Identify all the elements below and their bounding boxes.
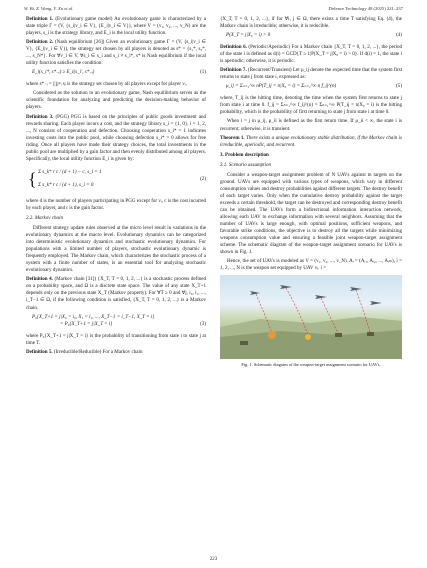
definition-text: (Markov chain [31]) {X_T, T = 0, 1, 2, ...} is a stochastic process defined on a probability space, and Ω is a discrete state space. The value of any state X_T+1 depends only on the previous state X_T (Markov property). For ∀T ≥ 0 and ∀j, i₀, i₁, ..., i_T−1 ∈ Ω, if the following condition is satisfied, {X_T, T = 0, 1, 2, ...} is a Markov chain.: [26, 276, 207, 311]
page-number: 223: [209, 557, 218, 562]
equation-number: (3): [200, 320, 206, 327]
theorem-label: Theorem 1.: [220, 134, 245, 141]
definition-7: [220, 67, 402, 81]
definition-label: Definition 6.: [220, 44, 247, 51]
paragraph: Consider a weapon-target assignment problem of N UAVs against m targets on the ground. UAVs are equipped with various types of weapons, which vary in different consumption values and destroy probabilities against different targets. The destroy benefit of each target varies. Only when the cumulative destroy probability against the target exceeds a certain threshold, the target can be destroyed and corresponding destroy benefit can be obtained. The UAVs form a bidirectional information interaction network, allowing each UAV to exchange information with several neighbors. Assuming that the number of UAVs is large enough, with optimal positions, sufficient weapons, and favorable strike conditions, the objective is to destroy all the targets while minimizing weapons consumption value and ensuring a feasible joint weapon-target assignment scheme. The schematic diagram of the weapon-target assignment scenario for UAVs is shown in Fig. 1.: [220, 171, 402, 256]
definition-2: [26, 39, 206, 67]
equation-number: (1): [200, 69, 206, 76]
paragraph: When i = j in μ_ij, μ_ii is defined as the first return time. If μ_ii < ∞, the state i is recurrent; otherwise, it is transient.: [220, 118, 402, 132]
left-column: [26, 16, 206, 358]
section-heading: 2.2. Markov chain: [26, 214, 64, 221]
definition-text: (Periodic/Aperiodic) For a Markov chain {X_T, T = 0, 1, 2, ...}, the period of the state i is defined as d(i) = GCD{T ≥ 1|P(X_T = j|X₀ = i) > 0}. If d(i) = 1, the state i is aperiodic; otherwise, it is periodic.: [220, 44, 403, 65]
paragraph: Considered as the solution to an evolutionary game, Nash equilibrium serves as the scientific foundation for analyzing and predicting the decision-making behavior of players.: [26, 90, 206, 111]
paragraph: where, T_ij is the hitting time, denoting the time when the system first returns to state j from state i at time 0. f_ij = Σₙ₌₁^∞ f_ij^(n) = Σₙ₌₁^∞ P(T_ij = n|X₀ = i) is the hitting probability, which is the probability of first returning to state j from state i at time 0.: [220, 95, 402, 116]
uav-group: [250, 285, 382, 305]
definition-4: [26, 276, 206, 311]
definition-text: (PGG) PGG is based on the principles of public goods investment and rewards sharing. Each player incurs a cost, and the strategy library s_i = {1, 0}, i = 1, 2, ..., N consists of cooperation and defection. Choosing cooperation s_i* = 1 indicates investing costs into the public pool, while choosing defection s_i* = 0 allows for free riding. Once all players have made their strategy choices, the total investments in the public pool are multiplied by a gain factor and then evenly distributed among all players. Specifically, the local utility function E_i is given by:: [26, 113, 206, 162]
equation-3: P₀{X_T+1 = j|X₀ = i₀, X₁ = i₁, ..., X_T−1 = i_T−1, X_T = i} = P₀{X_T+1 = j|X_T = i} (3): [32, 313, 206, 327]
theorem-text: There exists a unique evolutionary stable distribution, if the Markov chain is irreducible, aperiodic, and recurrent.: [220, 134, 402, 148]
target-vehicle-icon: [367, 332, 374, 336]
running-header: [24, 6, 403, 16]
figure-1-image: [220, 275, 402, 359]
equation-4: P(X_T = j|X₀ = i) > 0 (4): [226, 32, 402, 39]
definition-label: Definition 3.: [26, 113, 54, 120]
target-vehicle-icon: [240, 341, 248, 345]
definition-text: (Evolutionary game model) An evolutionary game is characterized by a state triple Γ = (V, {s_i|v_i ∈ V}, {E_i|v_i ∈ V}), where V = (v₁, v₂, ..., v_N) are the players, s_i is the strategy library, and E_i is the local utility function.: [26, 16, 207, 37]
brace-icon: {: [28, 168, 37, 189]
uav-scenario-illustration: [220, 275, 402, 359]
equation-number: (4): [396, 32, 402, 39]
paragraph: where d is the number of players participating in PGG except for vᵢ, c is the cost incurred by each player, and r is the gain factor.: [26, 197, 206, 211]
explosion-icon: [305, 334, 311, 340]
definition-label: Definition 7.: [220, 67, 247, 74]
equation-2: { Σ s_k* r c / (d + 1) − c, s_i = 1 Σ s_k* r c / (d + 1), s_i = 0 (2): [28, 168, 206, 189]
equation-5: μ_ij = Σₙ₌₁^∞ nP(T_ij = n|X₀ = i) = Σₙ₌₁^∞ n f_ij^(n) (5): [226, 83, 402, 90]
paragraph: where P₀{X_T+1 = j|X_T = i} is the probability of transitioning from state i to state j at time T.: [26, 332, 206, 346]
theorem-1: [220, 135, 402, 149]
equation-number: (2): [200, 175, 206, 182]
target-vehicle-icon: [335, 333, 342, 337]
definition-1: [26, 16, 206, 37]
definition-5: [26, 349, 206, 356]
definition-label: Definition 2.: [26, 39, 54, 46]
header-authors: W. Bi, Z. Wang, Y. Xu et al.: [24, 6, 74, 11]
paragraph: {X_T, T = 0, 1, 2, ...}, if for ∀i, j ∈ Ω, there exists a time T satisfying Eq. (4), the Markov chain is irreducible; otherwise, it is reducible.: [220, 16, 402, 30]
definition-label: Definition 1.: [26, 16, 54, 22]
definition-text: (Irreducible/Reducible) For a Markov chain: [53, 348, 143, 355]
section-heading: 3. Problem description: [220, 151, 269, 158]
subsection-heading: 3.1. Scenario assumption: [220, 161, 272, 168]
right-column: [220, 16, 402, 368]
definition-3: [26, 114, 206, 163]
definition-text: (Recurrent/Transient) Let μ_ij denote the expected time that the system first returns to state j from state i, expressed as:: [220, 67, 402, 81]
uav-icon: [250, 291, 260, 295]
figure-caption: Fig. 1. Schematic diagram of the weapon-target assignment scenario for UAVs.: [241, 362, 381, 368]
definition-text: (Nash equilibrium [26]) Given an evolutionary game Γ = (V, {s_i|v_i ∈ V}, {E_i|v_i ∈ V}), the strategy set chosen by all players is denoted as s* = {s₁*, s₂*, ..., s_N*}. For ∀v_i ∈ V, ∀s_i ∈ s_i and s_i ≠ s_i*, s* is Nash equilibrium if the local utility function satisfies the condition:: [26, 39, 206, 67]
definition-label: Definition 5.: [26, 348, 53, 355]
definition-label: Definition 4.: [26, 276, 53, 283]
uav-icon: [370, 301, 382, 305]
definition-6: [220, 44, 402, 65]
paragraph: Different strategy update rules observed at the micro level result in variations in the evolutionary dynamics at the macro level. Evolutionary dynamics can be categorized into deterministic evolutionary dynamics and stochastic evolutionary dynamics. For populations with a limited number of players, stochastic evolutionary dynamic is frequently employed. The Markov chain, which characterizes the stochastic process of a system with a finite number of states, is an essential tool for analyzing stochastic evolutionary dynamics.: [26, 224, 206, 274]
explosion-icon: [268, 331, 276, 339]
paragraph: where s*₋ᵢ = ∏ⱼ≠ᵢ sⱼ is the strategy set chosen by all players except for player vᵢ.: [26, 81, 187, 88]
equation-number: (5): [396, 83, 402, 90]
paragraph: Hence, the set of UAVs is modeled as V = (v₁, v₂, ..., v_N). Aᵢ = (Aᵢ₁, Aᵢ₂, ..., Aᵢₘ), i = 1, 2, ..., N is the weapon set equipped by UAV vᵢ. i =: [220, 258, 402, 272]
header-journal: Defence Technology 48 (2025) 221–237: [328, 6, 403, 11]
equation-1: E_i(s_i*, s*₋ᵢ) ≥ E_i(s_i', s*₋ᵢ) (1): [32, 69, 206, 76]
